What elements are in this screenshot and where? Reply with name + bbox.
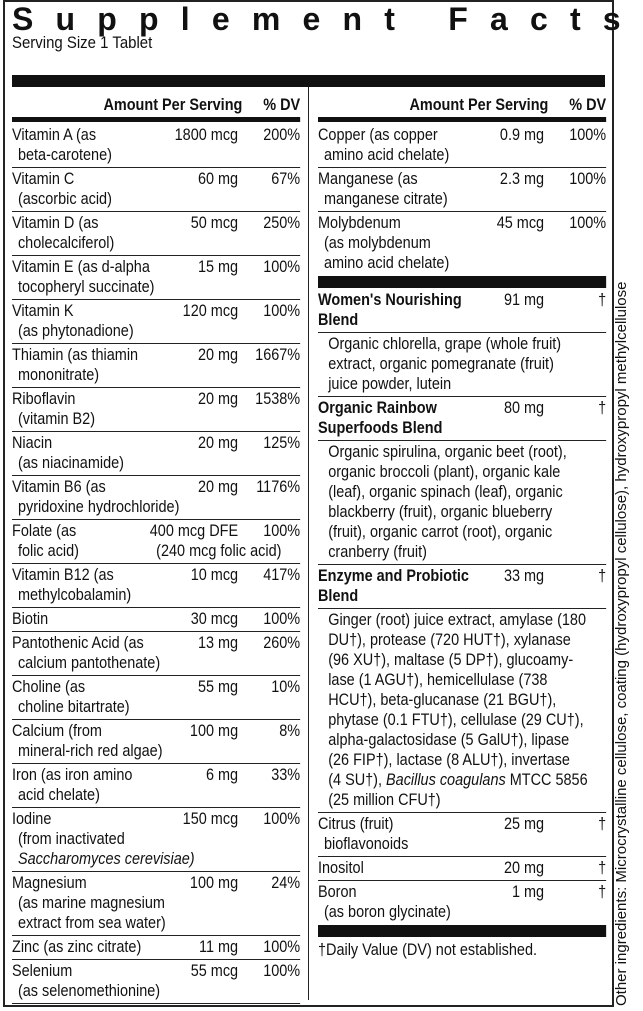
blend-ingredients-text: (leaf), organic spinach (leaf), organic [328, 482, 563, 501]
nutrient-amount: 150 mcg [182, 809, 239, 828]
nutrient-name-continued: bioflavonoids [323, 834, 409, 853]
nutrient-dv: 417% [263, 565, 301, 584]
nutrient-line [12, 433, 300, 453]
blend-ingredients-text: extract, organic pomegranate (fruit) [328, 354, 554, 373]
header-bar [318, 117, 606, 122]
other-ingredients-strip [613, 0, 630, 1011]
blend-ingredients-line [328, 630, 606, 650]
nutrient-name: Vitamin D (as [12, 213, 99, 232]
blend-ingredients-line [328, 710, 606, 730]
nutrient-line [318, 882, 606, 902]
nutrient-dv: 250% [263, 213, 301, 232]
nutrient-line [12, 677, 300, 697]
blend-ingredients-line [328, 522, 606, 542]
nutrient-dv: 100% [569, 169, 607, 188]
nutrient-row [12, 720, 300, 764]
footnote: †Daily Value (DV) not established. [318, 940, 538, 959]
blend-ingredients-line [328, 670, 606, 690]
amount-header: Amount Per Serving [103, 95, 243, 114]
nutrient-name-continued: pyridoxine hydrochloride) [17, 497, 180, 516]
nutrient-name: Vitamin B6 (as [12, 477, 106, 496]
nutrient-row [12, 632, 300, 676]
nutrient-amount: 60 mg [197, 169, 239, 188]
nutrient-amount: 400 mcg DFE [149, 521, 239, 540]
nutrient-amount: 0.9 mg [499, 125, 545, 144]
nutrient-amount-detail: (240 mcg folic acid) [156, 541, 282, 560]
nutrient-dv: † [598, 398, 607, 417]
nutrient-line [12, 809, 300, 829]
nutrient-row [12, 872, 300, 936]
nutrient-name-continued: tocopheryl succinate) [17, 277, 155, 296]
nutrient-amount: 30 mcg [190, 609, 239, 628]
nutrient-name: Manganese (as [318, 169, 418, 188]
nutrient-row [12, 388, 300, 432]
nutrient-line [12, 609, 300, 629]
nutrient-dv: 100% [263, 937, 301, 956]
nutrient-line [12, 345, 300, 365]
nutrient-line [12, 633, 300, 653]
nutrient-name: Pantothenic Acid (as [12, 633, 144, 652]
nutrient-amount: 91 mg [503, 290, 545, 309]
nutrient-name: Calcium (from [12, 721, 102, 740]
nutrient-dv: 100% [569, 213, 607, 232]
nutrient-line [12, 389, 300, 409]
nutrient-line [12, 721, 300, 741]
nutrient-line [12, 873, 300, 893]
nutrient-name-continued: choline bitartrate) [17, 697, 130, 716]
blend-ingredients-text: Organic spirulina, organic beet (root), [328, 442, 567, 461]
nutrient-name: Vitamin B12 (as [12, 565, 114, 584]
blend-ingredients-line [328, 334, 606, 354]
blend-ingredients-line [328, 790, 606, 810]
nutrient-row [318, 813, 606, 857]
nutrient-line [12, 937, 300, 957]
column-header [12, 93, 300, 117]
nutrient-name: Vitamin K [12, 301, 74, 320]
blend-ingredients-line [328, 442, 606, 462]
nutrient-amount: 20 mg [197, 433, 239, 452]
column-header [318, 93, 606, 117]
nutrient-dv: 10% [271, 677, 301, 696]
nutrient-amount: 1 mg [511, 882, 545, 901]
nutrient-line [318, 213, 606, 233]
nutrient-line [12, 301, 300, 321]
nutrient-name-continued: amino acid chelate) [323, 253, 450, 272]
blend-ingredients-text: (26 FIP†), lactase (8 ALU†), invertase [328, 750, 570, 769]
blend-ingredients-text: (4 SU†), [328, 770, 387, 789]
nutrient-dv: 67% [271, 169, 301, 188]
nutrient-name: Selenium [12, 961, 73, 980]
nutrient-name-continued: (from inactivated [17, 829, 125, 848]
blend-ingredients-text: phytase (0.1 FTU†), cellulase (29 CU†), [328, 710, 584, 729]
nutrient-name: Thiamin (as thiamin [12, 345, 139, 364]
nutrient-name-continued: mineral-rich red algae) [17, 741, 163, 760]
nutrient-name-continued: amino acid chelate) [323, 145, 450, 164]
nutrient-dv: 1538% [255, 389, 301, 408]
probiotic-strain: MTCC 5856 [505, 770, 588, 789]
nutrient-name: Riboflavin [12, 389, 76, 408]
nutrient-amount: 55 mg [197, 677, 239, 696]
nutrient-name: Choline (as [12, 677, 86, 696]
left-column [12, 93, 300, 1004]
footer-bar [318, 925, 606, 937]
blend-ingredients [318, 609, 606, 813]
nutrient-row [12, 676, 300, 720]
nutrient-row [12, 564, 300, 608]
nutrient-name-continued: (as boron glycinate) [323, 902, 451, 921]
nutrient-name: Iodine [12, 809, 52, 828]
nutrient-amount: 50 mcg [190, 213, 239, 232]
nutrient-amount: 20 mg [197, 477, 239, 496]
nutrient-name-continued: Saccharomyces cerevisiae) [17, 849, 195, 868]
blend-ingredients-text: (96 XU†), maltase (5 DP†), glucoamy- [328, 650, 574, 669]
nutrient-name: Inositol [318, 858, 364, 877]
nutrient-name: Citrus (fruit) [318, 814, 394, 833]
nutrient-dv: 100% [263, 257, 301, 276]
nutrient-line [12, 125, 300, 145]
serving-size: Serving Size 1 Tablet [12, 33, 153, 52]
nutrient-name-continued [12, 541, 300, 561]
blend-ingredients-text: cranberry (fruit) [328, 542, 427, 561]
nutrient-name-continued-text: folic acid) [17, 541, 79, 560]
nutrient-name-continued: (as niacinamide) [17, 453, 124, 472]
nutrient-name: Vitamin A (as [12, 125, 97, 144]
nutrient-name: Biotin [12, 609, 49, 628]
blend-ingredients-text: lase (1 AGU†), hemicellulase (738 [328, 670, 548, 689]
nutrient-dv: 100% [263, 301, 301, 320]
blend-ingredients [318, 441, 606, 565]
nutrient-amount: 100 mg [189, 721, 239, 740]
nutrient-dv: 125% [263, 433, 301, 452]
nutrient-row [318, 857, 606, 881]
nutrient-name: Copper (as copper [318, 125, 438, 144]
nutrient-dv: 8% [279, 721, 301, 740]
nutrient-amount: 80 mg [503, 398, 545, 417]
blend-ingredients-text: (fruit), organic carrot (root), organic [328, 522, 553, 541]
nutrient-row [318, 212, 606, 275]
nutrient-name-continued: extract from sea water) [17, 913, 166, 932]
nutrient-row [318, 124, 606, 168]
column-divider [308, 87, 309, 1000]
nutrient-dv: 100% [263, 809, 301, 828]
nutrient-dv: † [598, 290, 607, 309]
nutrient-name: Enzyme and Probiotic [318, 566, 469, 585]
nutrient-row [318, 289, 606, 333]
nutrient-dv: 1176% [256, 477, 301, 496]
nutrient-amount: 11 mg [199, 937, 239, 956]
nutrient-dv: 100% [263, 521, 301, 540]
nutrient-name-continued: (as molybdenum [323, 233, 431, 252]
nutrient-line [12, 765, 300, 785]
nutrient-row [12, 764, 300, 808]
nutrient-line [318, 290, 606, 310]
nutrient-line [12, 521, 300, 541]
nutrient-dv: 100% [263, 609, 301, 628]
nutrient-name-continued: (ascorbic acid) [17, 189, 112, 208]
nutrient-amount: 6 mg [205, 765, 239, 784]
nutrient-dv: † [598, 814, 607, 833]
nutrient-row [12, 960, 300, 1004]
nutrient-row [12, 608, 300, 632]
nutrient-name-continued: (as phytonadione) [17, 321, 134, 340]
blend-ingredients [318, 333, 606, 397]
nutrient-name: Zinc (as zinc citrate) [12, 937, 142, 956]
nutrient-dv: 1667% [255, 345, 301, 364]
blend-ingredients-line [328, 730, 606, 750]
nutrient-name-continued: Blend [318, 310, 359, 329]
blend-ingredients-line [328, 462, 606, 482]
nutrient-name-continued: Blend [318, 586, 359, 605]
nutrient-row [12, 168, 300, 212]
nutrient-dv: † [598, 858, 607, 877]
nutrient-line [318, 398, 606, 418]
nutrient-name: Vitamin E (as d-alpha [12, 257, 150, 276]
nutrient-amount: 33 mg [503, 566, 545, 585]
nutrient-amount: 1800 mcg [174, 125, 239, 144]
nutrient-row [318, 881, 606, 924]
nutrient-name-continued: acid chelate) [17, 785, 100, 804]
nutrient-name: Folate (as [12, 521, 77, 540]
nutrient-row [12, 212, 300, 256]
nutrient-line [318, 814, 606, 834]
nutrient-name: Organic Rainbow [318, 398, 437, 417]
blend-ingredients-line [328, 610, 606, 630]
nutrient-line [12, 961, 300, 981]
blend-ingredients-line [328, 650, 606, 670]
nutrient-amount: 55 mcg [190, 961, 239, 980]
nutrient-name-continued: (as selenomethionine) [17, 981, 161, 1000]
nutrient-dv: † [598, 882, 607, 901]
section-bar [318, 276, 606, 288]
blend-ingredients-line [328, 542, 606, 562]
nutrient-name-continued: cholecalciferol) [17, 233, 115, 252]
nutrient-name-continued: methylcobalamin) [17, 585, 132, 604]
blend-ingredients-line [328, 354, 606, 374]
nutrient-row [12, 936, 300, 960]
nutrient-row [12, 520, 300, 564]
nutrient-name: Iron (as iron amino [12, 765, 133, 784]
nutrient-amount: 20 mg [503, 858, 545, 877]
blend-ingredients-text: HCU†), beta-glucanase (21 BGU†), [328, 690, 557, 709]
nutrient-line [318, 169, 606, 189]
nutrient-name: Niacin [12, 433, 53, 452]
nutrient-amount: 2.3 mg [499, 169, 545, 188]
nutrient-line [12, 257, 300, 277]
amount-header: Amount Per Serving [409, 95, 549, 114]
blend-ingredients-text: (25 million CFU†) [328, 790, 441, 809]
nutrient-name-continued: beta-carotene) [17, 145, 112, 164]
nutrient-line [318, 858, 606, 878]
nutrient-name-continued: manganese citrate) [323, 189, 448, 208]
right-column [318, 93, 606, 960]
nutrient-name: Vitamin C [12, 169, 75, 188]
blend-ingredients-text: DU†), protease (720 HUT†), xylanase [328, 630, 571, 649]
nutrient-name: Women's Nourishing [318, 290, 462, 309]
blend-ingredients-text: Organic chlorella, grape (whole fruit) [328, 334, 562, 353]
nutrient-amount: 25 mg [503, 814, 545, 833]
nutrient-amount: 20 mg [197, 345, 239, 364]
nutrient-name: Magnesium [12, 873, 87, 892]
dv-header: % DV [569, 95, 607, 114]
nutrient-row [12, 124, 300, 168]
nutrient-amount: 20 mg [197, 389, 239, 408]
nutrient-dv: † [598, 566, 607, 585]
nutrient-row [12, 808, 300, 872]
nutrient-name: Boron [318, 882, 357, 901]
blend-ingredients-text: alpha-galactosidase (5 GalU†), lipase [328, 730, 570, 749]
blend-ingredients-line [328, 750, 606, 770]
nutrient-amount: 45 mcg [496, 213, 545, 232]
nutrient-dv: 100% [569, 125, 607, 144]
nutrient-row [318, 168, 606, 212]
nutrient-name: Molybdenum [318, 213, 401, 232]
nutrient-line [12, 477, 300, 497]
blend-ingredients-text: organic broccoli (plant), organic kale [328, 462, 561, 481]
blend-ingredients-text: Ginger (root) juice extract, amylase (180 [328, 610, 587, 629]
nutrient-amount: 120 mcg [182, 301, 239, 320]
nutrient-amount: 15 mg [197, 257, 239, 276]
header-bar [12, 117, 300, 122]
nutrient-row [12, 344, 300, 388]
top-divider-bar [12, 75, 605, 87]
dv-header: % DV [263, 95, 301, 114]
nutrient-line [12, 213, 300, 233]
blend-ingredients-line [328, 502, 606, 522]
blend-ingredients-text: juice powder, lutein [328, 374, 452, 393]
blend-ingredients-line [328, 482, 606, 502]
nutrient-dv: 33% [271, 765, 301, 784]
nutrient-name-continued: calcium pantothenate) [17, 653, 161, 672]
nutrient-name-continued: (vitamin B2) [17, 409, 96, 428]
label-title: Supplement Facts [12, 1, 643, 37]
nutrient-row [12, 256, 300, 300]
nutrient-row [318, 565, 606, 609]
blend-ingredients-line [328, 690, 606, 710]
nutrient-dv: 24% [271, 873, 301, 892]
nutrient-row [12, 476, 300, 520]
blend-ingredients-line [328, 770, 606, 790]
nutrient-line [318, 566, 606, 586]
nutrient-dv: 100% [263, 961, 301, 980]
blend-ingredients-text: blackberry (fruit), organic blueberry [328, 502, 553, 521]
nutrient-name-continued: (as marine magnesium [17, 893, 165, 912]
blend-ingredients-line [328, 374, 606, 394]
nutrient-line [12, 169, 300, 189]
nutrient-dv: 260% [263, 633, 301, 652]
nutrient-row [12, 300, 300, 344]
nutrient-line [318, 125, 606, 145]
nutrient-row [12, 432, 300, 476]
nutrient-dv: 200% [263, 125, 301, 144]
nutrient-amount: 10 mcg [190, 565, 239, 584]
nutrient-line [12, 565, 300, 585]
probiotic-name: Bacillus coagulans [386, 770, 506, 789]
nutrient-amount: 100 mg [189, 873, 239, 892]
nutrient-name-continued: Superfoods Blend [318, 418, 443, 437]
other-ingredients: Other ingredients: Microcrystalline cellulose, coating (hydroxypropyl cellulose), hydroxypropyl methylcellulose [613, 281, 630, 1006]
nutrient-row [318, 397, 606, 441]
nutrient-amount: 13 mg [197, 633, 239, 652]
nutrient-name-continued: mononitrate) [17, 365, 100, 384]
